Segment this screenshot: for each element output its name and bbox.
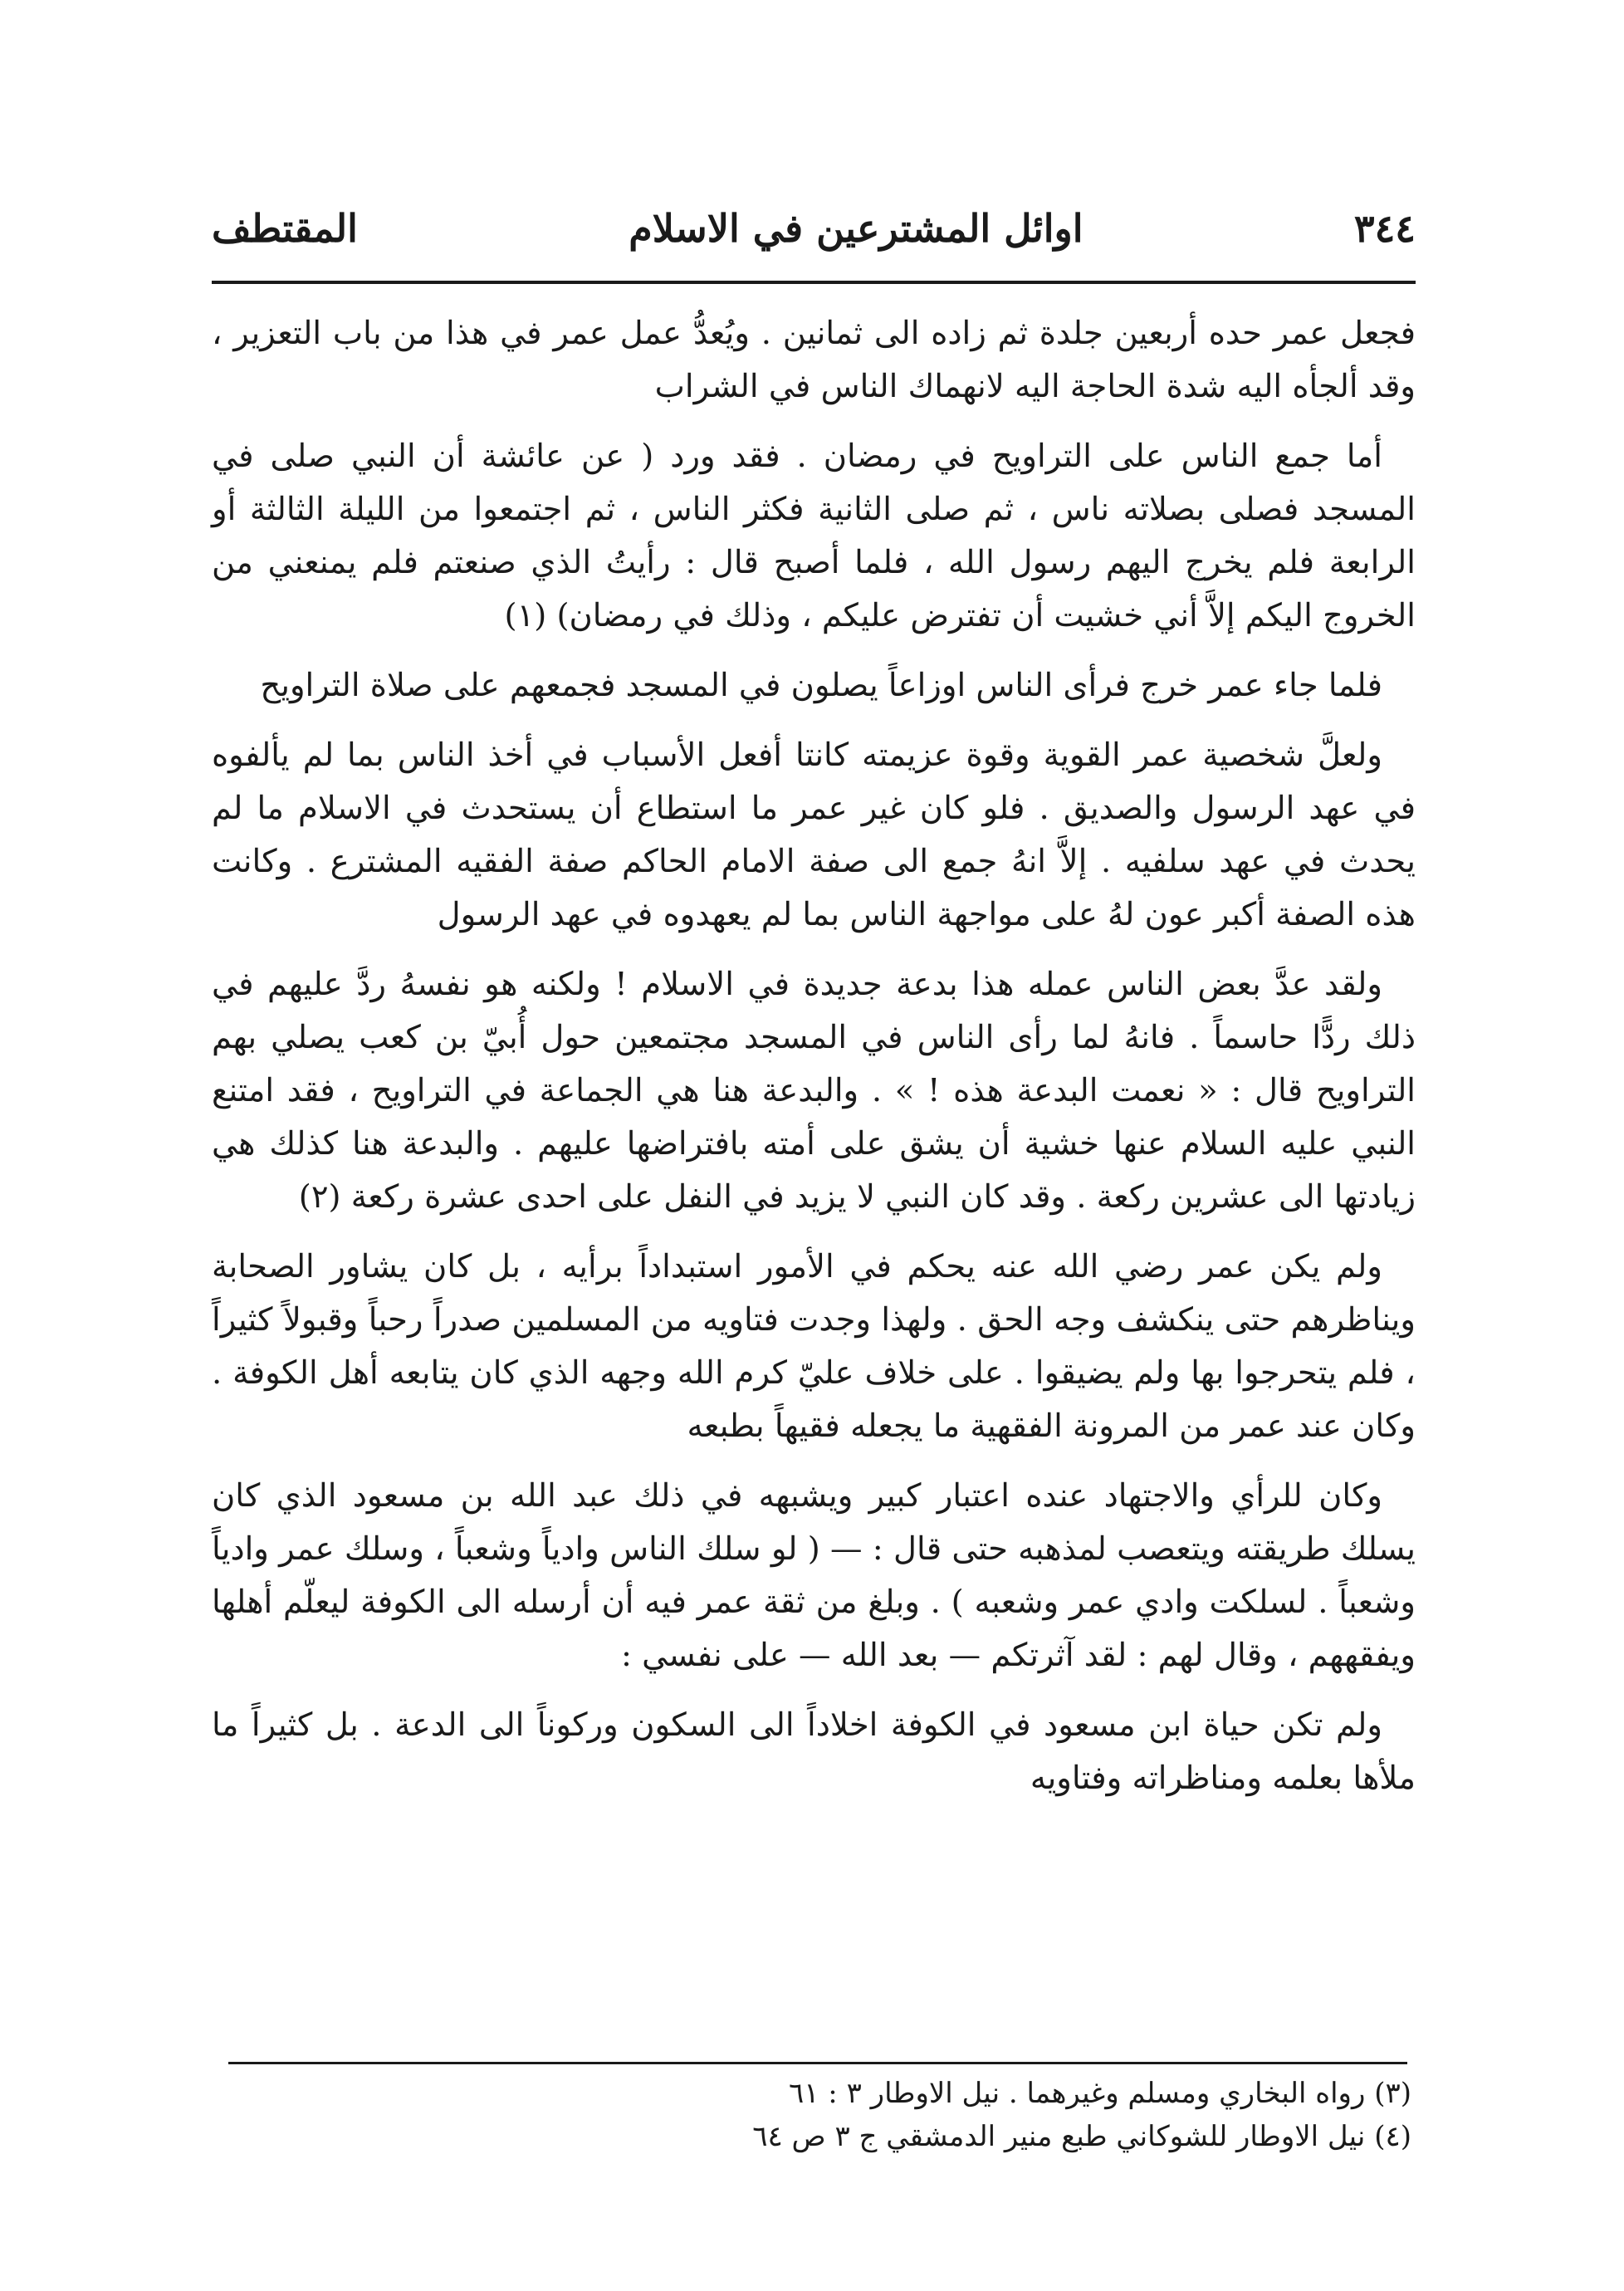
footnote: (٣) رواه البخاري ومسلم وغيرهما . نيل الاوطار ٣ : ٦١ [788,2077,1411,2110]
paragraph: ولم يكن عمر رضي الله عنه يحكم في الأمور استبداداً برأيه ، بل كان يشاور الصحابة ويناظرهم حتى ينكشف وجه الحق . ولهذا وجدت فتاويه من المسلمين صدراً رحباً وقبولاً كثيراً ، فلم يتحرجوا بها ولم يضيقوا . على خلاف عليّ كرم الله وجهه الذي كان يتابعه أهل الكوفة . وكان عند عمر من المرونة الفقهية ما يجعله فقيهاً بطبعه [212,1248,1416,1445]
running-title: اوائل المشترعين في الاسلام [629,206,1083,251]
footnote: (٤) نيل الاوطار للشوكاني طبع منير الدمشقي ج ٣ ص ٦٤ [752,2120,1411,2153]
paragraph: ولقد عدَّ بعض الناس عمله هذا بدعة جديدة في الاسلام ! ولكنه هو نفسهُ ردَّ عليهم في ذلك ردًّا حاسماً . فانهُ لما رأى الناس في المسجد مجتمعين حول أُبيّ بن كعب يصلي بهم التراويح قال : « نعمت البدعة هذه ! » . والبدعة هنا هي الجماعة في التراويح ، فقد امتنع النبي عليه السلام عنها خشية أن يشق على أمته بافتراضها عليهم . والبدعة هنا كذلك هي زيادتها الى عشرين ركعة . وقد كان النبي لا يزيد في النفل على احدى عشرة ركعة (٢) [212,966,1416,1216]
paragraph: فجعل عمر حده أربعين جلدة ثم زاده الى ثمانين . ويُعدُّ عمل عمر في هذا من باب التعزير ، وقد ألجأه اليه شدة الحاجة اليه لانهماك الناس في الشراب [212,315,1416,405]
paragraph: وكان للرأي والاجتهاد عنده اعتبار كبير ويشبهه في ذلك عبد الله بن مسعود الذي كان يسلك طريقته ويتعصب لمذهبه حتى قال : — ( لو سلك الناس وادياً وشعباً ، وسلك عمر وادياً وشعباً . لسلكت وادي عمر وشعبه ) . وبلغ من ثقة عمر فيه أن أرسله الى الكوفة ليعلّم أهلها ويفقههم ، وقال لهم : لقد آثرتكم — بعد الله — على نفسي : [212,1477,1416,1674]
page-header [212,191,1416,266]
paragraph: فلما جاء عمر خرج فرأى الناس اوزاعاً يصلون في المسجد فجمعهم على صلاة التراويح [260,667,1382,704]
page-number: ٣٤٤ [1353,206,1416,251]
paragraph: أما جمع الناس على التراويح في رمضان . فقد ورد ( عن عائشة أن النبي صلى في المسجد فصلى بصلاته ناس ، ثم صلى الثانية فكثر الناس ، ثم اجتمعوا من الليلة الثالثة أو الرابعة فلم يخرج اليهم رسول الله ، فلما أصبح قال : رأيتُ الذي صنعتم فلم يمنعني من الخروج اليكم إلاَّ أني خشيت أن تفترض عليكم ، وذلك في رمضان) (١) [212,438,1416,634]
paragraph: ولم تكن حياة ابن مسعود في الكوفة اخلاداً الى السكون وركوناً الى الدعة . بل كثيراً ما ملأها بعلمه ومناظراته وفتاويه [212,1706,1416,1797]
paragraph: ولعلَّ شخصية عمر القوية وقوة عزيمته كانتا أفعل الأسباب في أخذ الناس بما لم يألفوه في عهد الرسول والصديق . فلو كان غير عمر ما استطاع أن يستحدث في الاسلام ما لم يحدث في عهد سلفيه . إلاَّ انهُ جمع الى صفة الامام الحاكم صفة الفقيه المشترع . وكانت هذه الصفة أكبر عون لهُ على مواجهة الناس بما لم يعهدوه في عهد الرسول [212,737,1416,933]
header-rule [212,281,1416,284]
journal-name: المقتطف [212,206,358,251]
footnote-rule [228,2062,1407,2064]
footnotes [482,2072,1411,2158]
body-text [212,307,1416,1822]
